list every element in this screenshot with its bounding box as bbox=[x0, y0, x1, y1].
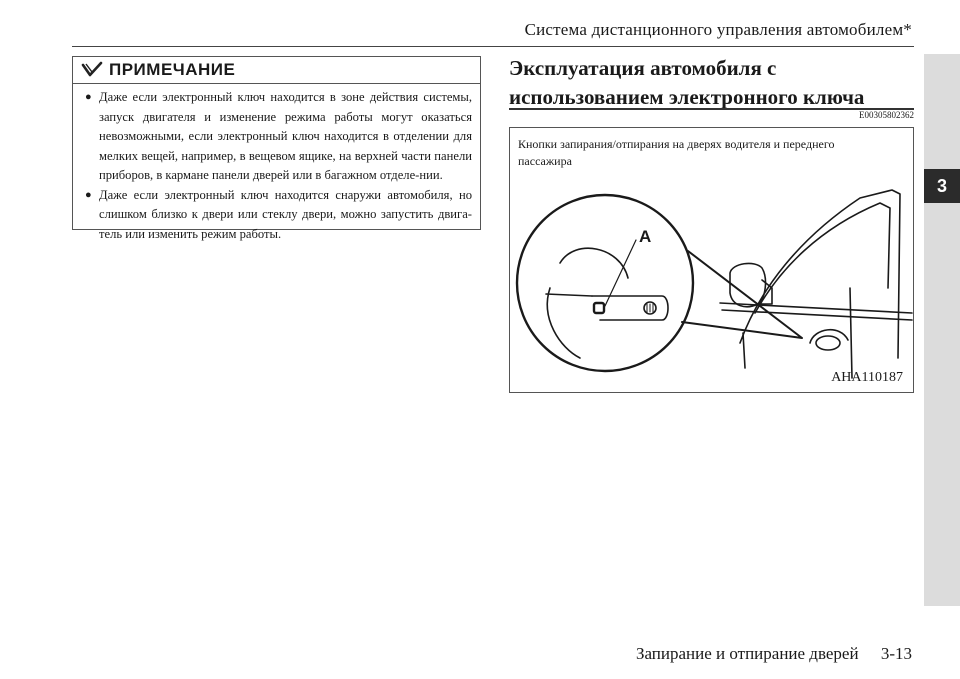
bullet-icon: ● bbox=[85, 188, 92, 201]
footer-section: Запирание и отпирание дверей bbox=[635, 644, 859, 663]
note-box bbox=[72, 56, 481, 241]
page-footer bbox=[618, 644, 912, 664]
note-header bbox=[73, 57, 480, 84]
callout-label: A bbox=[639, 227, 652, 246]
door-rear-edge bbox=[850, 288, 852, 378]
figure-box bbox=[509, 127, 914, 393]
section-divider bbox=[509, 108, 914, 110]
chapter-side-tab bbox=[924, 54, 960, 606]
door-seam bbox=[743, 333, 745, 368]
door-window-inner bbox=[755, 203, 890, 313]
magnifier-circle bbox=[517, 195, 693, 371]
note-item-text: Даже если электронный ключ находится снаружи автомобиля, но слишком близко к двери или стеклу двери, можно запустить двига-тель или изменить режим работы. bbox=[99, 187, 472, 241]
note-item bbox=[83, 186, 472, 245]
running-header-title: Система дистанционного управления автомобилем* bbox=[524, 20, 912, 39]
door-handle-illustration bbox=[510, 128, 913, 392]
bullet-icon: ● bbox=[85, 91, 92, 103]
note-item-text: Даже если электронный ключ находится в зоне действия системы, запуск двигателя и изменение режима работы могут оказаться невозможными, если электронный ключ находится в отделении для мелких вещей, например, в вещевом ящике, на верхней части панели приборов, в кармане панели дверей или в багажном отделе-нии. bbox=[99, 90, 472, 182]
section-heading: Эксплуатация автомобиля с использованием электронного ключа bbox=[509, 56, 865, 109]
lock-button-icon bbox=[594, 303, 604, 313]
note-title: ПРИМЕЧАНИЕ bbox=[109, 60, 236, 79]
note-list bbox=[73, 88, 480, 244]
zoomed-handle-recess bbox=[560, 248, 628, 278]
zoomed-handle-line bbox=[546, 294, 592, 296]
note-pencil-icon bbox=[81, 61, 103, 79]
zoomed-handle-arc bbox=[547, 288, 580, 358]
header-divider bbox=[72, 46, 914, 47]
figure-caption: Кнопки запирания/отпирания на дверях водителя и переднего пассажира bbox=[518, 137, 835, 168]
footer-page-number: 3-13 bbox=[880, 644, 912, 663]
note-item bbox=[83, 88, 472, 186]
chapter-number: 3 bbox=[924, 169, 960, 203]
section-code: E00305802362 bbox=[859, 110, 914, 120]
door-handle-small bbox=[816, 336, 840, 350]
figure-code: AHA110187 bbox=[831, 370, 903, 385]
